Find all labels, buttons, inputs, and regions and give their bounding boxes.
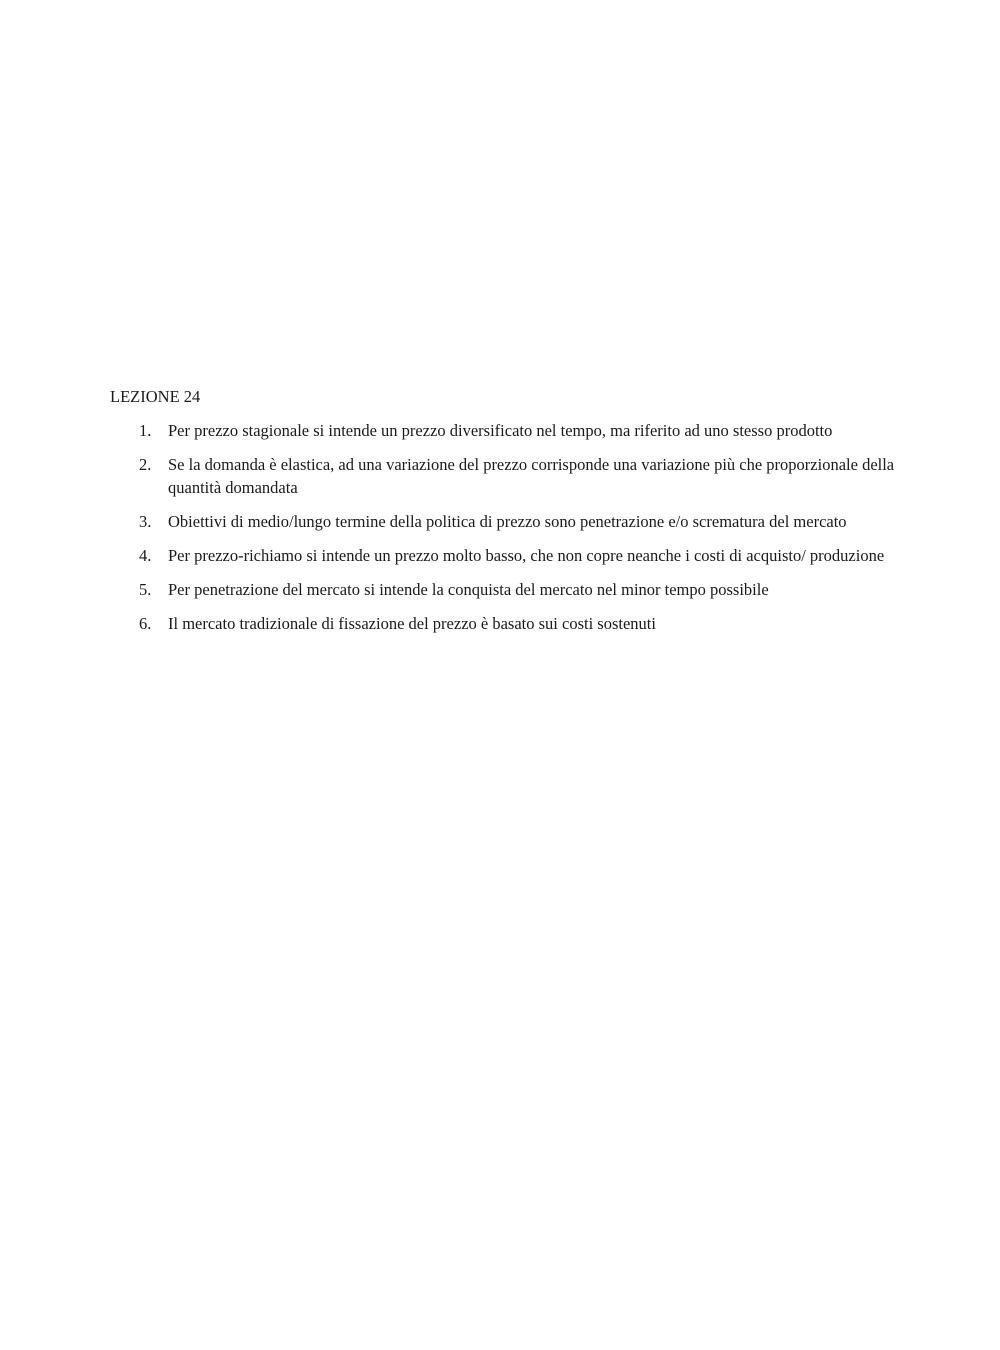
- list-item-number: 2.: [139, 455, 152, 474]
- list-item-text: Il mercato tradizionale di fissazione del prezzo è basato sui costi sostenuti: [168, 613, 656, 633]
- list-item-number: 4.: [139, 545, 152, 565]
- list-item-text: Per prezzo-richiamo si intende un prezzo molto basso, che non copre neanche i costi di acquisto/ produzione: [168, 545, 885, 565]
- lesson-heading: LEZIONE 24: [110, 387, 201, 406]
- list-item: [110, 613, 900, 636]
- list-item-number: 1.: [139, 421, 152, 440]
- list-item-number: 5.: [139, 579, 152, 599]
- list-item-text: Obiettivi di medio/lungo termine della politica di prezzo sono penetrazione e/o scrematura del mercato: [168, 511, 847, 531]
- numbered-list: [110, 420, 900, 647]
- list-item-number: 3.: [139, 511, 152, 531]
- list-item: [110, 511, 900, 534]
- list-item-text: Per penetrazione del mercato si intende la conquista del mercato nel minor tempo possibile: [168, 579, 769, 599]
- list-item: [110, 545, 900, 568]
- list-item: [110, 579, 900, 602]
- list-item: [110, 454, 900, 499]
- list-item-text: Per prezzo stagionale si intende un prezzo diversificato nel tempo, ma riferito ad uno stesso prodotto: [168, 421, 833, 440]
- list-item-number: 6.: [139, 613, 152, 633]
- list-item: [110, 420, 900, 443]
- list-item-text: Se la domanda è elastica, ad una variazione del prezzo corrisponde una variazione più che proporzionale della quantità domandata: [168, 455, 895, 497]
